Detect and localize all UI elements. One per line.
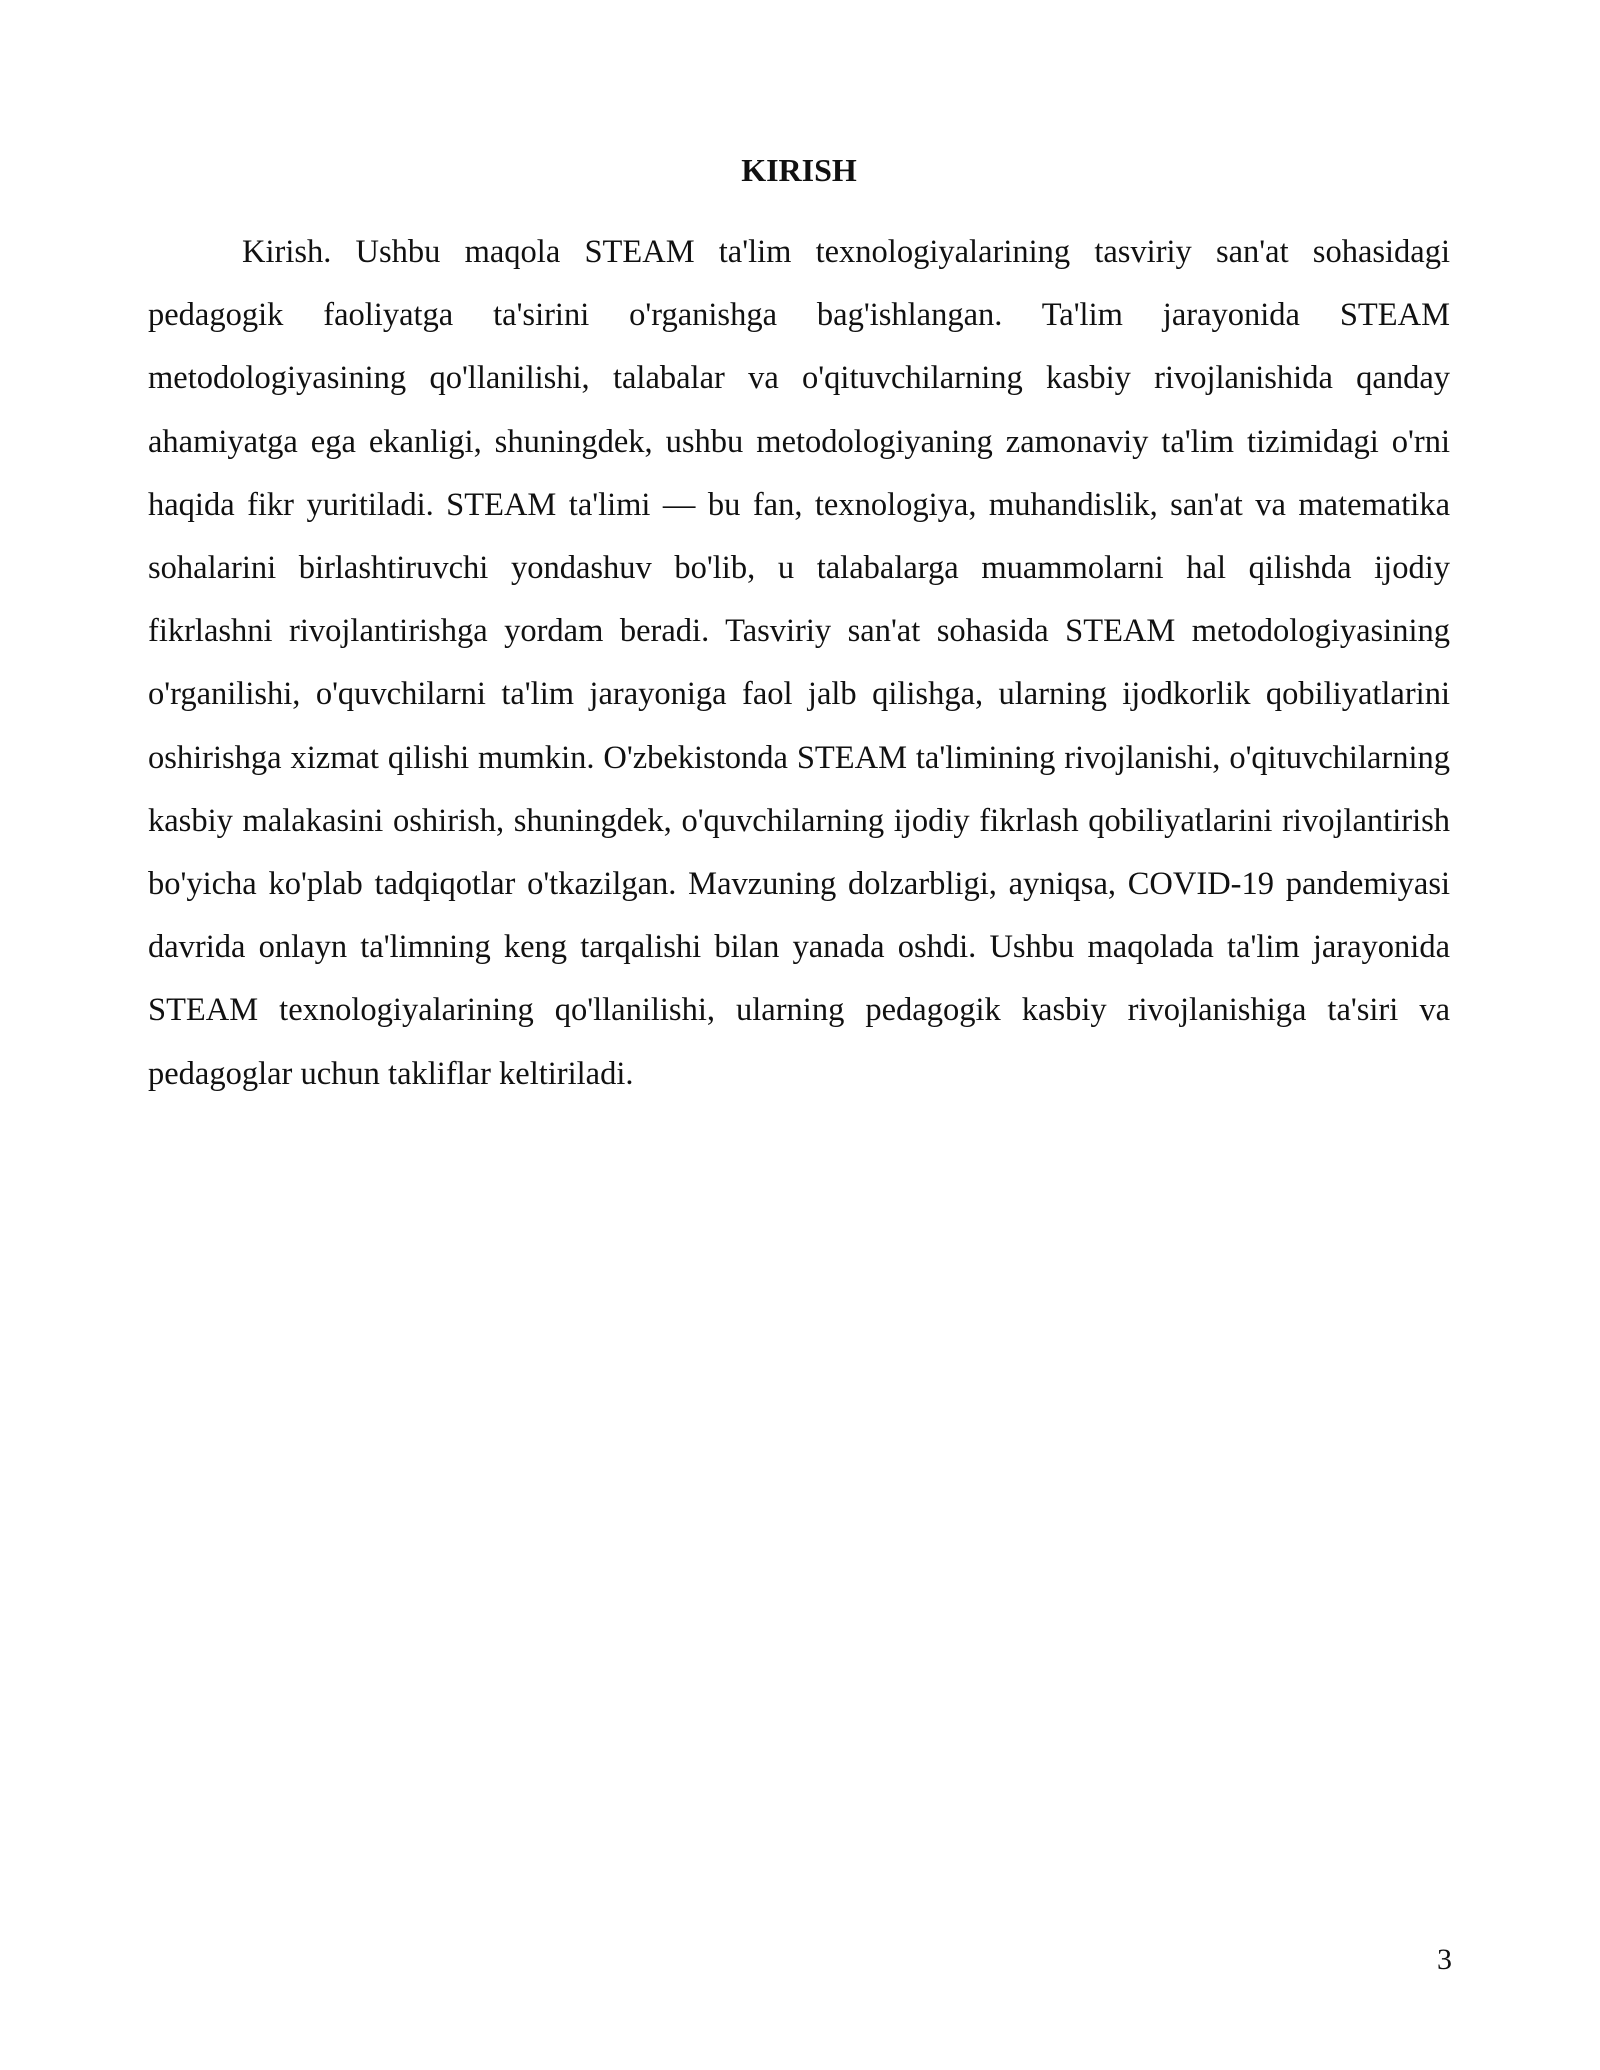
page-number: 3 xyxy=(1437,1943,1452,1976)
section-heading: KIRISH xyxy=(741,152,857,188)
body-paragraph: Kirish. Ushbu maqola STEAM ta'lim texnologiyalarining tasviriy san'at sohasidagi pedagogik faoliyatga ta'sirini o'rganishga bag'ishlangan. Ta'lim jarayonida STEAM metodologiyasining qo'llanilishi, talabalar va o'qituvchilarning kasbiy rivojlanishida qanday ahamiyatga ega ekanligi, shuningdek, ushbu metodologiyaning zamonaviy ta'lim tizimidagi o'rni haqida fikr yuritiladi. STEAM ta'limi — bu fan, texnologiya, muhandislik, san'at va matematika sohalarini birlashtiruvchi yondashuv bo'lib, u talabalarga muammolarni hal qilishda ijodiy fikrlashni rivojlantirishga yordam beradi. Tasviriy san'at sohasida STEAM metodologiyasining o'rganilishi, o'quvchilarni ta'lim jarayoniga faol jalb qilishga, ularning ijodkorlik qobiliyatlarini oshirishga xizmat qilishi mumkin. O'zbekistonda STEAM ta'limining rivojlanishi, o'qituvchilarning kasbiy malakasini oshirish, shuningdek, o'quvchilarning ijodiy fikrlash qobiliyatlarini rivojlantirish bo'yicha ko'plab tadqiqotlar o'tkazilgan. Mavzuning dolzarbligi, ayniqsa, COVID-19 pandemiyasi davrida onlayn ta'limning keng tarqalishi bilan yanada oshdi. Ushbu maqolada ta'lim jarayonida STEAM texnologiyalarining qo'llanilishi, ularning pedagogik kasbiy rivojlanishiga ta'siri va pedagoglar uchun takliflar keltiriladi. xyxy=(148,234,1450,1092)
